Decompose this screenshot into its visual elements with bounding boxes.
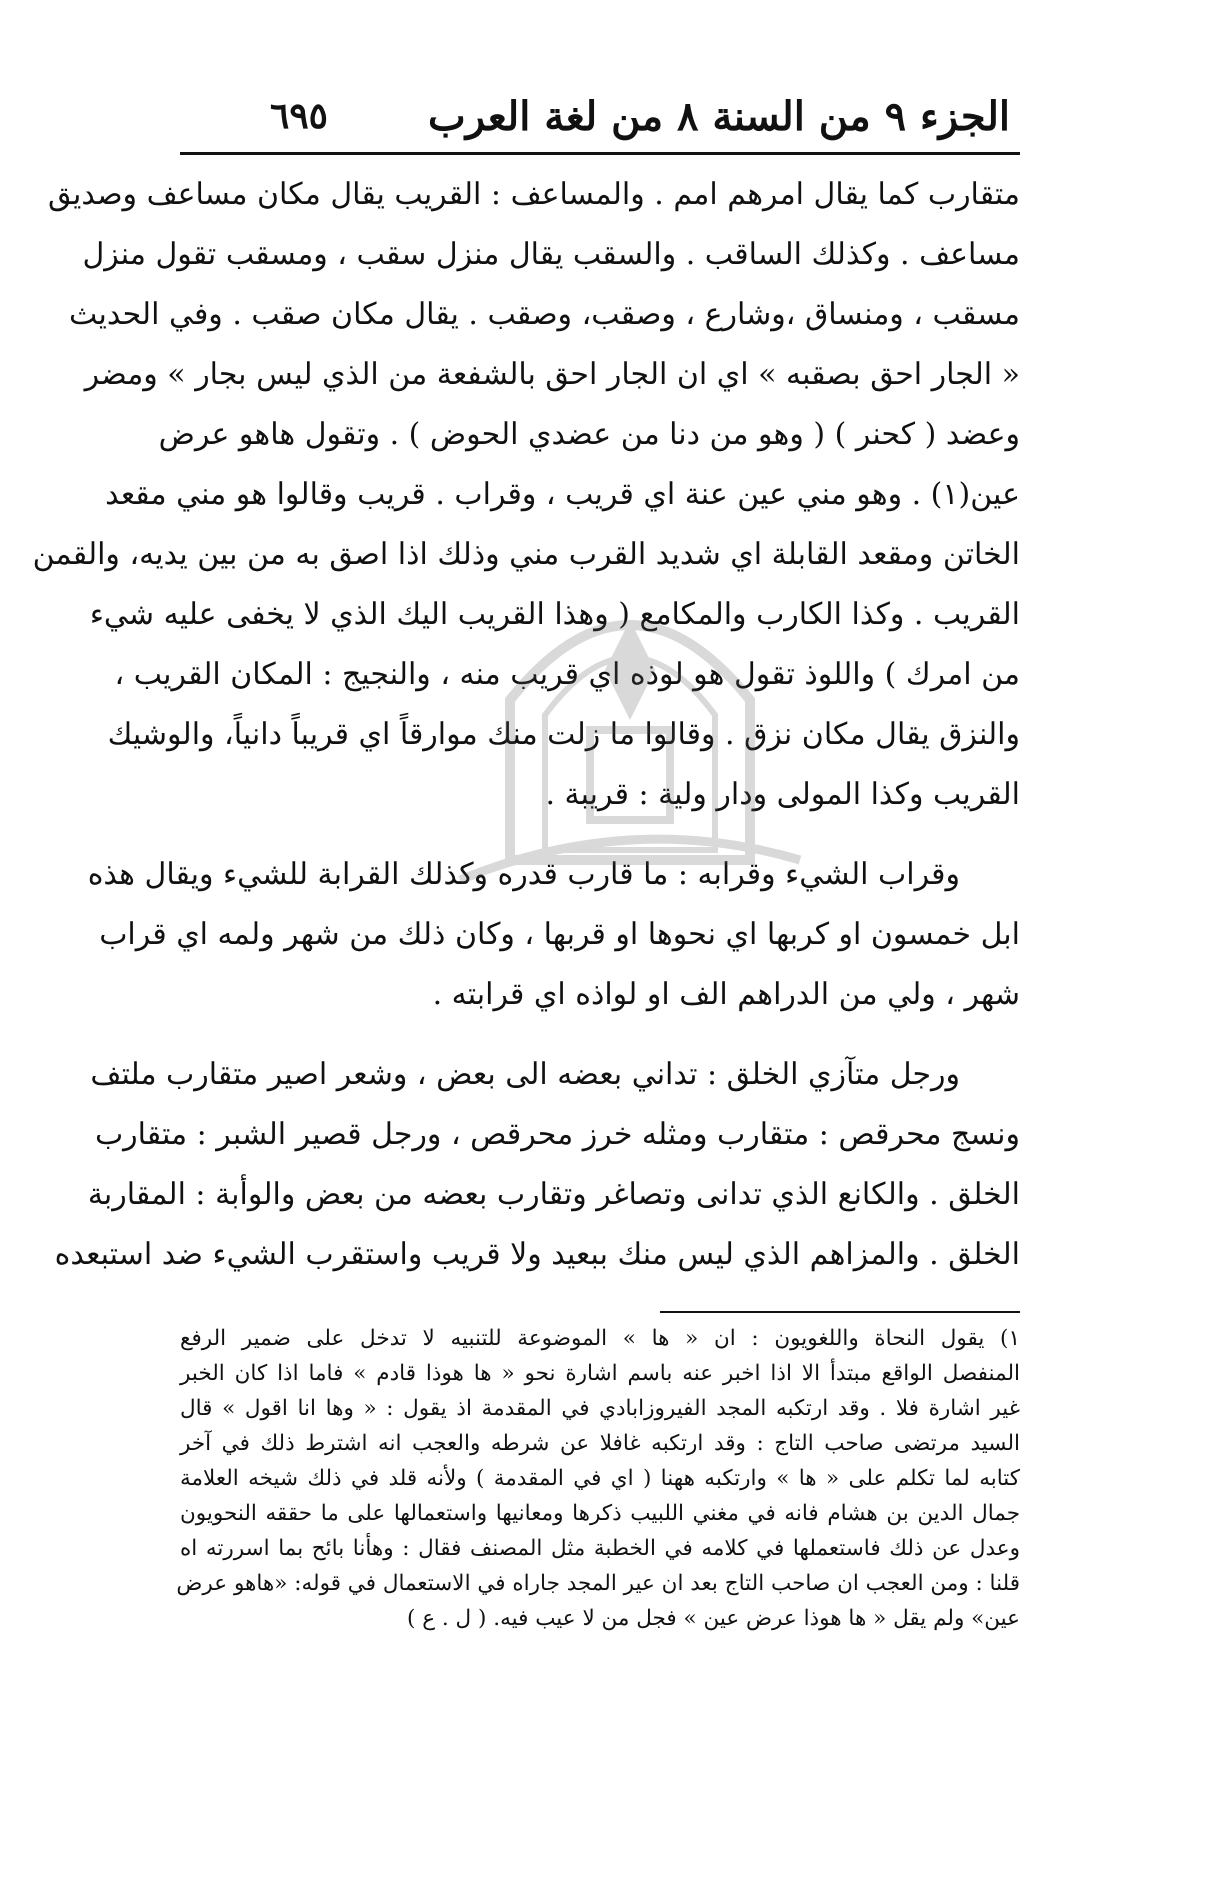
text-line: من امرك ) واللوذ تقول هو لوذه اي قريب منه ، والنجيج : المكان القريب ، — [114, 657, 1020, 692]
page-number: ٦٩٥ — [270, 95, 329, 137]
text-line: « الجار احق بصقبه » اي ان الجار احق بالشفعة من الذي ليس بجار » ومضر — [84, 357, 1020, 392]
footnote-line: ١) يقول النحاة واللغويون : ان « ها » الموضوعة للتنبيه لا تدخل على ضمير الرفع — [180, 1326, 1020, 1351]
footnote-line: وعدل عن ذلك فاستعملها في كلامه في الخطبة مثل المصنف فقال : وهأنا بائح بما اسررته اه — [180, 1536, 1020, 1561]
text-line: مسقب ، ومنساق ،وشارع ، وصقب، وصقب . يقال مكان صقب . وفي الحديث — [69, 297, 1020, 332]
page — [32, 88, 1020, 1808]
footnote-line: غير اشارة فلا . وقد ارتكبه المجد الفيروزابادي في المقدمة اذ يقول : « وها انا اقول » قال — [180, 1396, 1020, 1421]
text-line: وقراب الشيء وقرابه : ما قارب قدره وكذلك القرابة للشيء ويقال هذه — [87, 857, 960, 892]
footnote-line: قلنا : ومن العجب ان صاحب التاج بعد ان عير المجد جاراه في الاستعمال في قوله: «هاهو عرض — [176, 1571, 1020, 1596]
footnote-line: المنفصل الواقع مبتدأ الا اذا اخبر عنه باسم اشارة نحو « ها هوذا قادم » فاما اذا كان الخبر — [180, 1361, 1020, 1386]
text-line: القريب وكذا المولى ودار ولية : قريبة . — [545, 777, 1020, 812]
header-rule — [180, 152, 1020, 155]
footnote-rule — [660, 1311, 1020, 1313]
footnote-line: كتابه لما تكلم على « ها » وارتكبه ههنا ( اي في المقدمة ) ولأنه قلد في ذلك شيخه العلامة — [180, 1466, 1020, 1491]
text-line: شهر ، ولي من الدراهم الف او لواذه اي قرابته . — [432, 977, 1020, 1012]
footnote — [176, 1321, 1020, 1636]
text-line: الخلق . والكانع الذي تدانى وتصاغر وتقارب بعضه من بعض والوأبة : المقاربة — [87, 1177, 1020, 1212]
footnote-line: عين» ولم يقل « ها هوذا عرض عين » فجل من لا عيب فيه. ( ل . ع ) — [407, 1606, 1020, 1631]
text-line: الخلق . والمزاهم الذي ليس منك ببعيد ولا قريب واستقرب الشيء ضد استبعده — [54, 1237, 1020, 1272]
text-line: ابل خمسون او كربها اي نحوها او قربها ، وكان ذلك من شهر ولمه اي قراب — [99, 917, 1020, 952]
text-line: الخاتن ومقعد القابلة اي شديد القرب مني وذلك اذا اصق به من بين يديه، والقمن — [32, 537, 1020, 572]
footnote-line: السيد مرتضى صاحب التاج : وقد ارتكبه غافلا عن شرطه والعجب انه اشترط ذلك في آخر — [180, 1431, 1020, 1456]
text-line: القريب . وكذا الكارب والمكامع ( وهذا القريب اليك الذي لا يخفى عليه شيء — [89, 597, 1020, 632]
text-line: والنزق يقال مكان نزق . وقالوا ما زلت منك موارقاً اي قريباً دانياً، والوشيك — [107, 717, 1020, 752]
text-line: ونسج محرقص : متقارب ومثله خرز محرقص ، ورجل قصير الشبر : متقارب — [94, 1117, 1020, 1152]
running-title: الجزء ٩ من السنة ٨ من لغة العرب — [428, 92, 1010, 140]
body-text — [32, 165, 1020, 1285]
text-line: متقارب كما يقال امرهم امم . والمساعف : القريب يقال مكان مساعف وصديق — [47, 177, 1020, 212]
paragraph-1 — [32, 165, 1020, 825]
text-line: ورجل متآزي الخلق : تداني بعضه الى بعض ، وشعر اصير متقارب ملتف — [90, 1057, 960, 1092]
text-line: مساعف . وكذلك الساقب . والسقب يقال منزل سقب ، ومسقب تقول منزل — [82, 237, 1020, 272]
text-line: وعضد ( كحنر ) ( وهو من دنا من عضدي الحوض ) . وتقول هاهو عرض — [158, 417, 1020, 452]
text-line: عين(١) . وهو مني عين عنة اي قريب ، وقراب . قريب وقالوا هو مني مقعد — [105, 477, 1020, 512]
footnote-line: جمال الدين بن هشام فانه في مغني اللبيب ذكرها ومعانيها واستعمالها على ما حققه النحويون — [180, 1501, 1020, 1526]
paragraph-3 — [54, 1045, 1020, 1285]
paragraph-2 — [87, 845, 1020, 1025]
page-header — [180, 88, 1020, 144]
